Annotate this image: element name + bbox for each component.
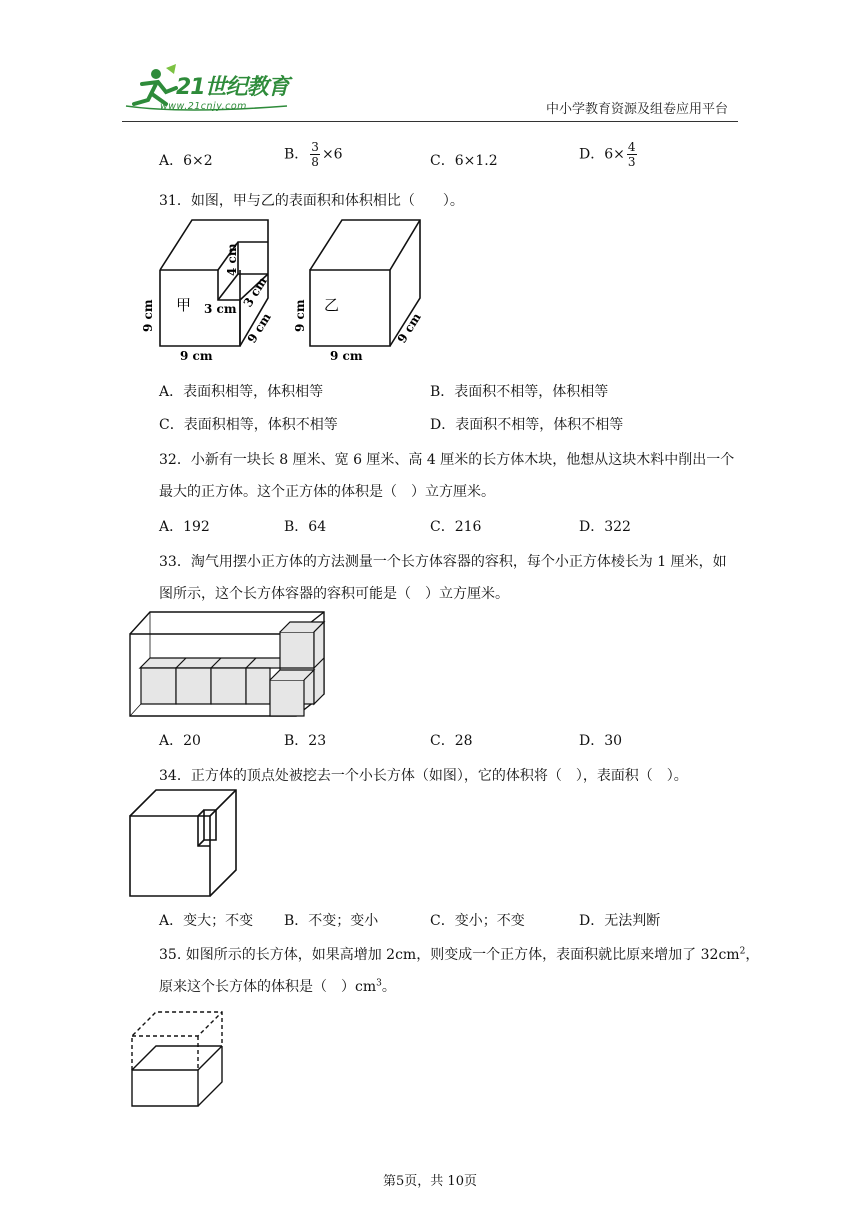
fraction-denominator: 8 [311,155,319,169]
q32-option-d: D．322 [579,519,631,535]
q33-container-figure [128,608,330,720]
logo-url: www.21cnjy.com [160,101,247,112]
q31-figure [140,212,450,364]
q33-option-a: A．20 [159,733,201,749]
q34-option-c: C．变小；不变 [430,913,525,929]
fraction-numerator: 3 [311,140,319,154]
yi-label: 乙 [324,296,340,314]
q34-option-d: D．无法判断 [579,913,661,929]
q30-option-d-label: D．6× [579,146,625,163]
q34-option-b: B．不变；变小 [284,913,379,929]
q31-option-c: C．表面积相等，体积不相等 [159,417,338,433]
q30-option-b-fraction [310,140,320,169]
q30-option-d [579,140,639,169]
logo-text: 21世纪教育 [176,75,289,100]
q35-stem-line2-text: 原来这个长方体的体积是（ ）cm [159,979,377,995]
q32-option-c: C．216 [430,519,482,535]
q30-option-d-fraction [627,140,637,169]
q30-option-b [284,140,343,169]
q30-option-b-suffix: ×6 [321,146,343,163]
q32-option-a: A．192 [159,519,210,535]
q33-stem-line1: 33．淘气用摆小正方体的方法测量一个长方体容器的容积，每个小正方体棱长为 1 厘米，如 [159,554,727,570]
q31-option-a: A．表面积相等，体积相等 [159,384,324,400]
q31-stem: 31．如图，甲与乙的表面积和体积相比（ ）。 [159,193,464,209]
q35-stem-line2 [159,976,396,996]
q32-stem-line1: 32．小新有一块长 8 厘米、宽 6 厘米、高 4 厘米的长方体木块，他想从这块木料中削出一个 [159,452,735,468]
q34-stem: 34．正方体的顶点处被挖去一个小长方体（如图），它的体积将（ ），表面积（ ）。 [159,768,688,784]
platform-name: 中小学教育资源及组卷应用平台 [545,102,728,117]
header-divider [122,121,738,122]
yi-width-label: 9 cm [330,349,363,363]
q33-option-d: D．30 [579,733,623,749]
q31-option-b: B．表面积不相等，体积相等 [430,384,609,400]
q30-option-a: A．6×2 [159,153,213,169]
q35-cuboid-figure [128,1008,228,1110]
fraction-denominator: 3 [627,155,636,169]
page-number: 第5页，共 10页 [383,1174,477,1189]
q34-cube-figure [128,788,240,900]
q35-stem-line1 [159,944,759,964]
jia-width-label: 9 cm [180,349,213,363]
jia-label: 甲 [176,296,192,314]
jia-depth-label: 9 cm [244,310,274,346]
q30-option-b-label: B． [284,146,309,163]
q32-stem-line2: 最大的正方体。这个正方体的体积是（ ）立方厘米。 [159,484,495,500]
q33-stem-line2: 图所示，这个长方体容器的容积可能是（ ）立方厘米。 [159,586,509,602]
yi-depth-label: 9 cm [394,310,424,346]
q35-stem-line1-sup: 2 [739,946,746,957]
q31-option-d: D．表面积不相等，体积不相等 [430,417,624,433]
jia-height-label: 9 cm [141,299,155,332]
yi-height-label: 9 cm [293,299,307,332]
notch-depth-label: 3 cm [240,274,270,310]
q33-option-b: B．23 [284,733,327,749]
fraction-numerator: 4 [627,140,636,154]
q35-stem-line2-end: 。 [381,979,396,995]
notch-height-label: 4 cm [225,243,239,276]
q30-option-c: C．6×1.2 [430,153,498,169]
q35-stem-line1-text: 35. 如图所示的长方体，如果高增加 2cm，则变成一个正方体，表面积就比原来增加了 32cm [159,947,740,963]
q32-option-b: B．64 [284,519,327,535]
q35-stem-line2-sup: 3 [376,978,382,989]
q34-option-a: A．变大；不变 [159,913,254,929]
q35-stem-line1-end: ， [745,947,760,963]
q33-option-c: C．28 [430,733,473,749]
notch-width-label: 3 cm [204,302,237,316]
